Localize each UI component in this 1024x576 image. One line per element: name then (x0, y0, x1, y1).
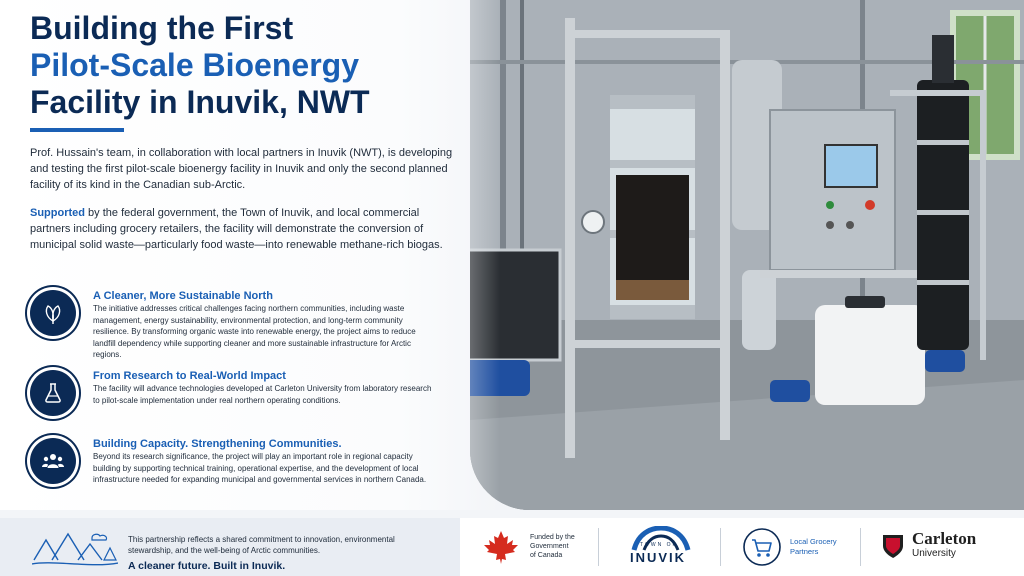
grocery-text-2: Partners (790, 547, 819, 556)
support-text: by the federal government, the Town of Inuvik, and local commercial partners including grocery retailers, the facility will demonstrate the conversion of municipal solid waste—particularly food waste—into renewable methane-rich biogas. (30, 207, 443, 251)
divider (720, 528, 721, 566)
leaf-icon (30, 290, 76, 336)
inuvik-arc-icon (630, 526, 692, 552)
facility-photo (470, 0, 1024, 510)
section-body: The initiative addresses critical challenges facing northern communities, including waste management, energy sustainability, environmental protection, and long-term community resilience. By transforming organic waste into renewable energy, the project aims to reduce landfill dependency while supporting cleaner and more sustainable infrastructure for Arctic regions. (93, 304, 416, 359)
grocery-text-1: Local Grocery (790, 537, 837, 546)
carleton-name: Carleton (912, 529, 977, 548)
carleton-logo (880, 518, 1010, 576)
footer-statement: This partnership reflects a shared commitment to innovation, environmental stewardship, and the well-being of Arctic communities. (128, 535, 395, 555)
carleton-shield-icon (882, 533, 904, 559)
text-panel (0, 0, 500, 510)
inuvik-logo (622, 518, 712, 576)
maple-leaf-icon (482, 530, 520, 564)
canada-text-2: Government (530, 543, 569, 550)
footer-tagline: A cleaner future. Built in Inuvik. (128, 560, 286, 572)
section-heading: From Research to Real-World Impact (93, 370, 286, 382)
divider (598, 528, 599, 566)
section-body: The facility will advance technologies developed at Carleton University from laboratory research to pilot-scale implementation under real northern operating conditions. (93, 384, 432, 405)
title-underline (30, 128, 124, 132)
page-title (30, 10, 370, 121)
title-line-1: Building the First (30, 10, 294, 46)
canada-logo (482, 518, 592, 576)
footer-statement-block (0, 518, 460, 576)
canada-text-3: of Canada (530, 552, 563, 559)
canada-text-1: Funded by the (530, 534, 575, 541)
intro-paragraph: Prof. Hussain's team, in collaboration with local partners in Inuvik (NWT), is developing and testing the first pilot-scale bioenergy facility in Inuvik and only the second planned facility of its kind in the Canadian sub-Arctic. (30, 147, 453, 191)
inuvik-town-label: TOWN OF (640, 542, 678, 548)
grocery-logo (740, 518, 850, 576)
support-paragraph (30, 205, 460, 253)
section-body: Beyond its research significance, the project will play an important role in regional capacity building by supporting technical training, operational expertise, and the development of local infrastructure needed for expanding municipal and governmental services in northern Canada. (93, 452, 427, 484)
title-line-2: Pilot-Scale Bioenergy (30, 47, 359, 83)
section-heading: A Cleaner, More Sustainable North (93, 290, 273, 302)
title-line-3: Facility in Inuvik, NWT (30, 84, 370, 120)
inuvik-name: INUVIK (630, 550, 687, 565)
section-heading: Building Capacity. Strengthening Communities. (93, 438, 342, 450)
arctic-landscape-icon (32, 528, 118, 568)
carleton-university: University (912, 548, 956, 559)
support-lead: Supported (30, 207, 85, 219)
flask-icon (30, 370, 76, 416)
people-icon (30, 438, 76, 484)
shopping-cart-icon (742, 527, 782, 567)
divider (860, 528, 861, 566)
footer (0, 518, 1024, 576)
